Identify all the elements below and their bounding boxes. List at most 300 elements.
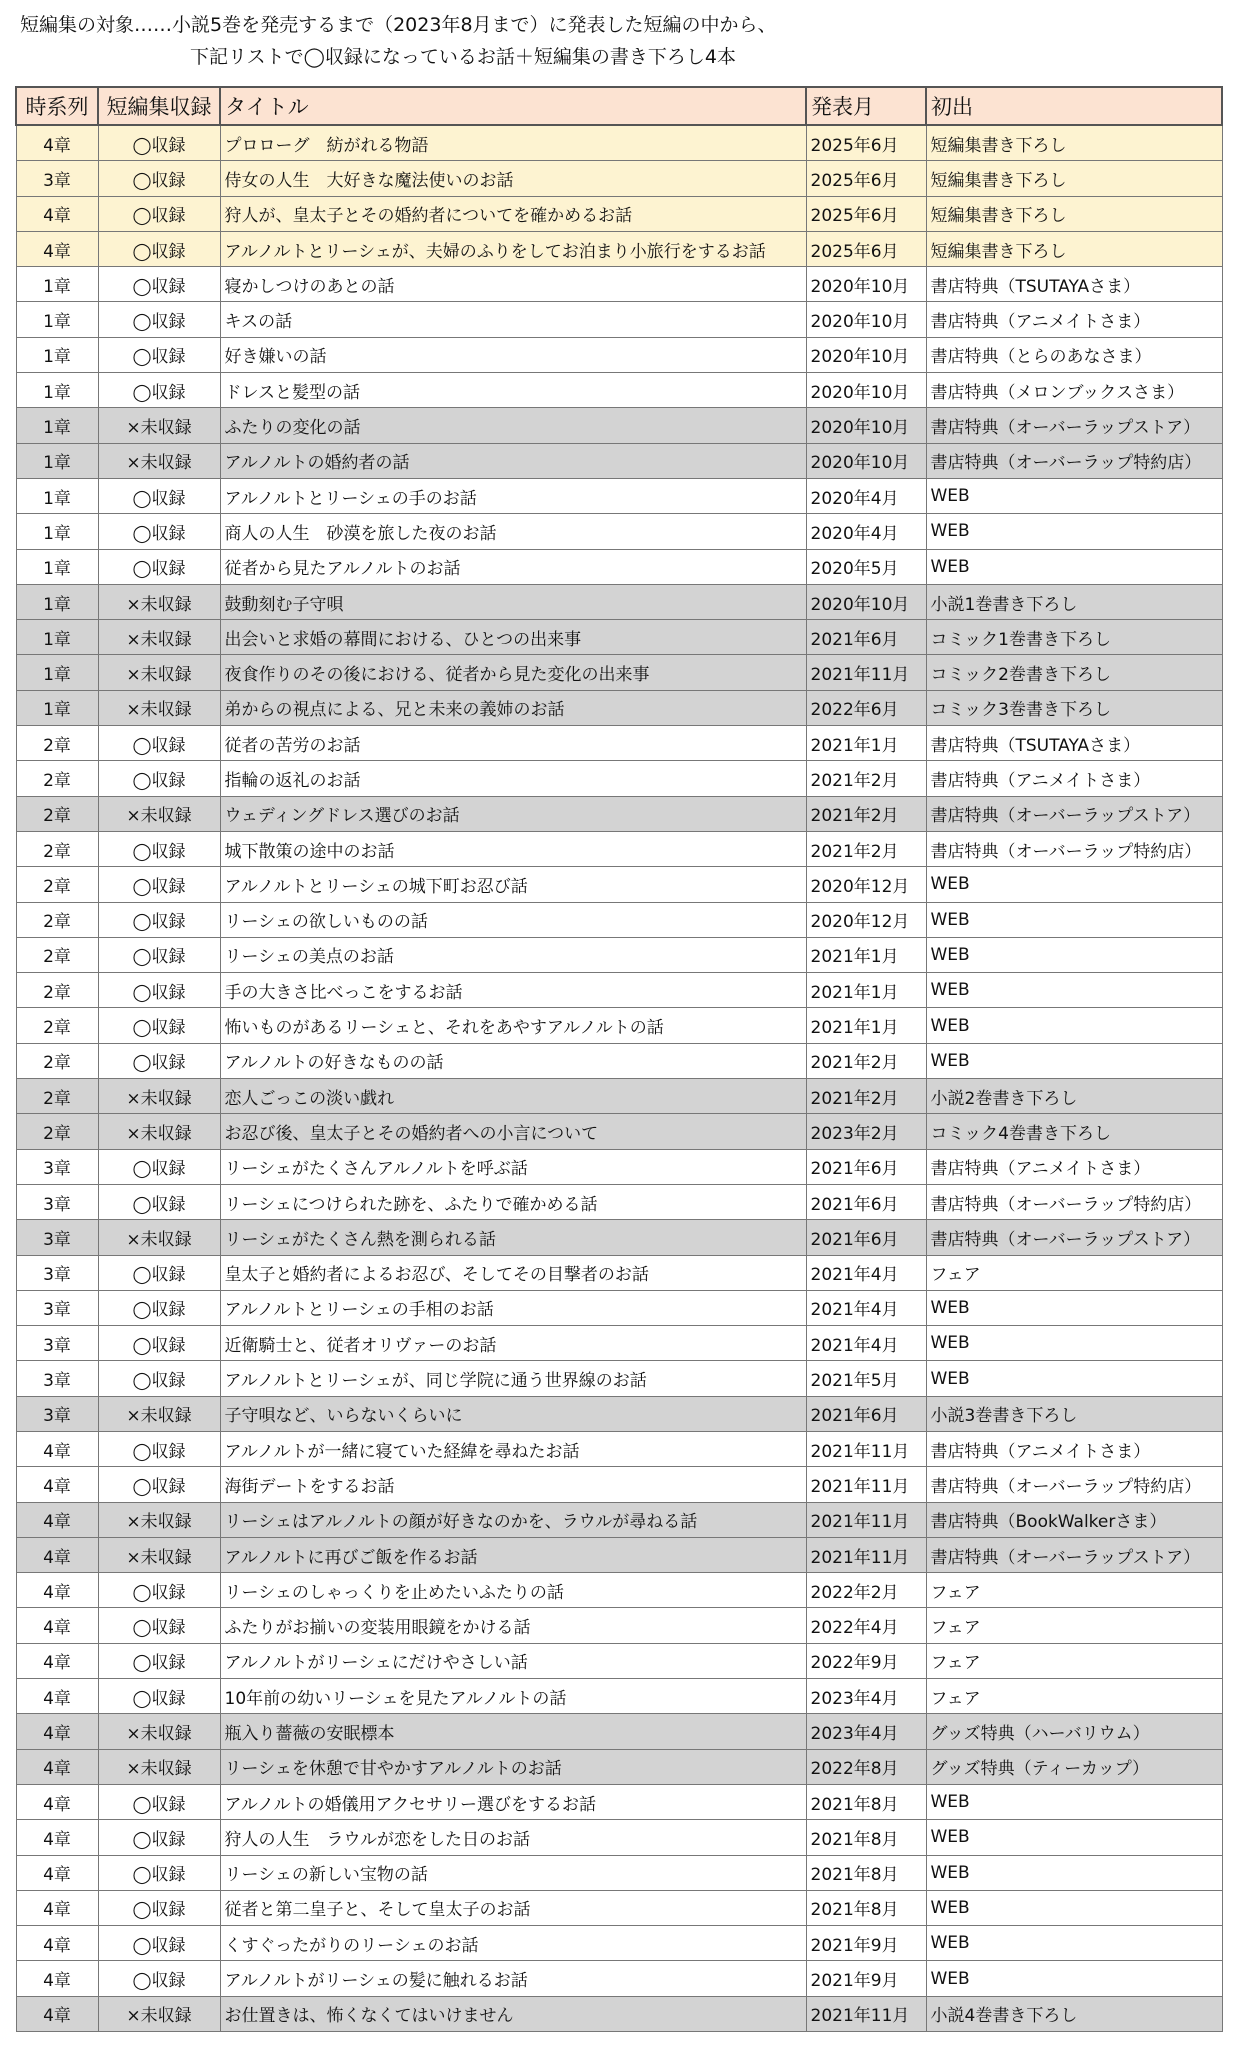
table-row [16,902,1222,937]
row-first-appearance: WEB [926,1820,1222,1855]
row-chronology: 2章 [16,796,98,831]
row-chronology: 4章 [16,1679,98,1714]
row-chronology: 2章 [16,1043,98,1078]
row-published-month: 2025年6月 [806,125,926,161]
row-first-appearance: 書店特典（オーバーラップ特約店） [926,443,1222,478]
table-row [16,161,1222,196]
row-first-appearance: 書店特典（オーバーラップ特約店） [926,1184,1222,1219]
row-published-month: 2020年10月 [806,267,926,302]
row-title: 出会いと求婚の幕間における、ひとつの出来事 [220,620,806,655]
table-row [16,1431,1222,1466]
table-row [16,1643,1222,1678]
row-first-appearance: コミック4巻書き下ろし [926,1114,1222,1149]
row-first-appearance: コミック3巻書き下ろし [926,690,1222,725]
row-title: 海街デートをするお話 [220,1467,806,1502]
row-first-appearance: WEB [926,937,1222,972]
table-row [16,302,1222,337]
table-row [16,514,1222,549]
row-inclusion: ×未収録 [98,443,220,478]
row-inclusion: ×未収録 [98,1502,220,1537]
table-row [16,937,1222,972]
row-published-month: 2021年6月 [806,1396,926,1431]
table-row [16,1326,1222,1361]
row-inclusion: ×未収録 [98,1114,220,1149]
table-row [16,231,1222,266]
table-row [16,796,1222,831]
row-first-appearance: 書店特典（オーバーラップストア） [926,796,1222,831]
row-published-month: 2021年5月 [806,1361,926,1396]
row-first-appearance: WEB [926,1008,1222,1043]
intro-line-2: 下記リストで◯収録になっているお話＋短編集の書き下ろし4本 [190,46,736,68]
row-published-month: 2021年11月 [806,1467,926,1502]
row-published-month: 2020年12月 [806,902,926,937]
row-published-month: 2020年10月 [806,584,926,619]
row-first-appearance: 書店特典（オーバーラップストア） [926,1537,1222,1572]
row-first-appearance: 書店特典（TSUTAYAさま） [926,726,1222,761]
row-title: リーシェの欲しいものの話 [220,902,806,937]
row-title: 商人の人生 砂漠を旅した夜のお話 [220,514,806,549]
row-title: 寝かしつけのあとの話 [220,267,806,302]
row-first-appearance: コミック2巻書き下ろし [926,655,1222,690]
row-inclusion: ◯収録 [98,937,220,972]
row-inclusion: ◯収録 [98,337,220,372]
row-first-appearance: 書店特典（アニメイトさま） [926,302,1222,337]
row-first-appearance: 書店特典（アニメイトさま） [926,761,1222,796]
table-row [16,1502,1222,1537]
row-first-appearance: 短編集書き下ろし [926,196,1222,231]
row-title: リーシェを休憩で甘やかすアルノルトのお話 [220,1749,806,1784]
table-row [16,443,1222,478]
row-chronology: 4章 [16,1784,98,1819]
row-published-month: 2021年8月 [806,1784,926,1819]
table-row [16,1361,1222,1396]
row-title: ふたりがお揃いの変装用眼鏡をかける話 [220,1608,806,1643]
row-first-appearance: WEB [926,514,1222,549]
row-inclusion: ◯収録 [98,761,220,796]
row-first-appearance: WEB [926,1855,1222,1890]
table-row [16,761,1222,796]
row-title: お仕置きは、怖くなくてはいけません [220,1996,806,2031]
row-first-appearance: 書店特典（オーバーラップ特約店） [926,1467,1222,1502]
row-chronology: 4章 [16,1714,98,1749]
row-first-appearance: グッズ特典（ハーバリウム） [926,1714,1222,1749]
row-published-month: 2022年9月 [806,1643,926,1678]
row-inclusion: ×未収録 [98,1749,220,1784]
row-chronology: 2章 [16,973,98,1008]
row-title: キスの話 [220,302,806,337]
row-published-month: 2020年10月 [806,373,926,408]
row-first-appearance: フェア [926,1679,1222,1714]
row-published-month: 2020年10月 [806,302,926,337]
row-inclusion: ◯収録 [98,1855,220,1890]
table-row [16,584,1222,619]
row-published-month: 2025年6月 [806,161,926,196]
row-chronology: 2章 [16,726,98,761]
row-title: リーシェがたくさん熱を測られる話 [220,1220,806,1255]
row-first-appearance: 短編集書き下ろし [926,231,1222,266]
row-title: プロローグ 紡がれる物語 [220,125,806,161]
table-row [16,1008,1222,1043]
row-title: アルノルトがリーシェにだけやさしい話 [220,1643,806,1678]
table-row [16,337,1222,372]
table-body [16,125,1222,2032]
row-chronology: 1章 [16,408,98,443]
row-inclusion: ◯収録 [98,973,220,1008]
row-title: ドレスと髪型の話 [220,373,806,408]
row-title: くすぐったがりのリーシェのお話 [220,1926,806,1961]
table-row [16,1890,1222,1925]
row-published-month: 2022年4月 [806,1608,926,1643]
row-published-month: 2023年4月 [806,1679,926,1714]
row-chronology: 1章 [16,302,98,337]
header-chronology: 時系列 [16,87,98,125]
table-row [16,549,1222,584]
row-chronology: 1章 [16,373,98,408]
row-chronology: 2章 [16,761,98,796]
row-inclusion: ×未収録 [98,1396,220,1431]
row-inclusion: ◯収録 [98,1890,220,1925]
intro-line-1: 短編集の対象……小説5巻を発売するまで（2023年8月まで）に発表した短編の中から、 [20,14,777,36]
table-row [16,1290,1222,1325]
row-title: アルノルトとリーシェが、同じ学院に通う世界線のお話 [220,1361,806,1396]
row-inclusion: ◯収録 [98,161,220,196]
row-published-month: 2021年6月 [806,1184,926,1219]
table-row [16,1608,1222,1643]
row-published-month: 2021年8月 [806,1855,926,1890]
row-first-appearance: フェア [926,1608,1222,1643]
row-title: アルノルトがリーシェの髪に触れるお話 [220,1961,806,1996]
table-row [16,1537,1222,1572]
row-chronology: 2章 [16,1079,98,1114]
row-inclusion: ◯収録 [98,1255,220,1290]
row-inclusion: ×未収録 [98,796,220,831]
table-row [16,1184,1222,1219]
row-title: アルノルトの好きなものの話 [220,1043,806,1078]
table-row [16,1820,1222,1855]
table-row [16,1749,1222,1784]
row-chronology: 1章 [16,337,98,372]
row-inclusion: ◯収録 [98,1643,220,1678]
row-published-month: 2021年9月 [806,1961,926,1996]
row-title: 子守唄など、いらないくらいに [220,1396,806,1431]
row-first-appearance: 小説2巻書き下ろし [926,1079,1222,1114]
table-row [16,1855,1222,1890]
row-inclusion: ×未収録 [98,1996,220,2031]
row-chronology: 4章 [16,1926,98,1961]
row-first-appearance: WEB [926,478,1222,513]
row-first-appearance: 小説4巻書き下ろし [926,1996,1222,2031]
row-inclusion: ◯収録 [98,1326,220,1361]
row-first-appearance: WEB [926,1926,1222,1961]
row-inclusion: ×未収録 [98,690,220,725]
row-title: 好き嫌いの話 [220,337,806,372]
row-inclusion: ◯収録 [98,1820,220,1855]
row-inclusion: ×未収録 [98,584,220,619]
row-published-month: 2023年2月 [806,1114,926,1149]
table-row [16,1996,1222,2031]
row-title: 従者の苦労のお話 [220,726,806,761]
row-inclusion: ◯収録 [98,1008,220,1043]
row-title: アルノルトとリーシェの手のお話 [220,478,806,513]
row-chronology: 1章 [16,690,98,725]
row-chronology: 3章 [16,1220,98,1255]
row-published-month: 2020年4月 [806,514,926,549]
header-inclusion: 短編集収録 [98,87,220,125]
row-title: 狩人が、皇太子とその婚約者についてを確かめるお話 [220,196,806,231]
table-row [16,1079,1222,1114]
table-row [16,973,1222,1008]
row-chronology: 3章 [16,1255,98,1290]
row-inclusion: ◯収録 [98,1961,220,1996]
row-chronology: 1章 [16,514,98,549]
table-row [16,373,1222,408]
row-published-month: 2021年8月 [806,1820,926,1855]
row-inclusion: ◯収録 [98,231,220,266]
row-first-appearance: 書店特典（BookWalkerさま） [926,1502,1222,1537]
header-first-appearance: 初出 [926,87,1222,125]
row-chronology: 4章 [16,1890,98,1925]
row-first-appearance: 書店特典（TSUTAYAさま） [926,267,1222,302]
row-inclusion: ◯収録 [98,549,220,584]
row-inclusion: ×未収録 [98,1714,220,1749]
row-chronology: 2章 [16,902,98,937]
row-chronology: 2章 [16,831,98,866]
row-inclusion: ◯収録 [98,867,220,902]
table-row [16,1467,1222,1502]
row-first-appearance: WEB [926,1961,1222,1996]
row-first-appearance: 書店特典（とらのあなさま） [926,337,1222,372]
header-published-month: 発表月 [806,87,926,125]
row-inclusion: ◯収録 [98,1573,220,1608]
table-header [16,87,1222,125]
row-inclusion: ◯収録 [98,902,220,937]
row-inclusion: ◯収録 [98,1679,220,1714]
row-published-month: 2021年4月 [806,1255,926,1290]
table-row [16,1396,1222,1431]
row-chronology: 4章 [16,1961,98,1996]
row-title: お忍び後、皇太子とその婚約者への小言について [220,1114,806,1149]
row-inclusion: ×未収録 [98,1079,220,1114]
table-row [16,1114,1222,1149]
row-published-month: 2021年1月 [806,726,926,761]
row-first-appearance: フェア [926,1643,1222,1678]
table-row [16,1043,1222,1078]
row-first-appearance: WEB [926,867,1222,902]
row-first-appearance: フェア [926,1573,1222,1608]
row-first-appearance: コミック1巻書き下ろし [926,620,1222,655]
row-chronology: 3章 [16,1326,98,1361]
row-title: ふたりの変化の話 [220,408,806,443]
row-published-month: 2020年10月 [806,408,926,443]
table-row [16,196,1222,231]
row-first-appearance: WEB [926,549,1222,584]
row-inclusion: ×未収録 [98,1220,220,1255]
row-title: リーシェのしゃっくりを止めたいふたりの話 [220,1573,806,1608]
row-first-appearance: 短編集書き下ろし [926,161,1222,196]
row-title: 狩人の人生 ラウルが恋をした日のお話 [220,1820,806,1855]
row-chronology: 4章 [16,196,98,231]
row-published-month: 2022年6月 [806,690,926,725]
row-chronology: 4章 [16,231,98,266]
row-published-month: 2021年2月 [806,1043,926,1078]
row-inclusion: ◯収録 [98,1290,220,1325]
row-chronology: 1章 [16,655,98,690]
table-row [16,267,1222,302]
row-published-month: 2021年11月 [806,1996,926,2031]
table-row [16,1220,1222,1255]
row-published-month: 2020年12月 [806,867,926,902]
row-title: アルノルトの婚約者の話 [220,443,806,478]
row-chronology: 3章 [16,1149,98,1184]
table-row [16,1714,1222,1749]
row-published-month: 2021年9月 [806,1926,926,1961]
row-title: アルノルトとリーシェが、夫婦のふりをしてお泊まり小旅行をするお話 [220,231,806,266]
row-published-month: 2022年8月 [806,1749,926,1784]
row-chronology: 2章 [16,1008,98,1043]
row-title: 恋人ごっこの淡い戯れ [220,1079,806,1114]
row-first-appearance: フェア [926,1255,1222,1290]
row-first-appearance: 書店特典（オーバーラップストア） [926,408,1222,443]
row-title: 指輪の返礼のお話 [220,761,806,796]
row-first-appearance: WEB [926,1361,1222,1396]
row-published-month: 2021年4月 [806,1326,926,1361]
row-chronology: 4章 [16,1502,98,1537]
row-inclusion: ×未収録 [98,1537,220,1572]
row-chronology: 4章 [16,1820,98,1855]
row-first-appearance: 小説3巻書き下ろし [926,1396,1222,1431]
row-inclusion: ◯収録 [98,125,220,161]
row-title: アルノルトが一緒に寝ていた経緯を尋ねたお話 [220,1431,806,1466]
row-published-month: 2021年11月 [806,1537,926,1572]
row-chronology: 4章 [16,1749,98,1784]
row-title: 夜食作りのその後における、従者から見た変化の出来事 [220,655,806,690]
row-title: 城下散策の途中のお話 [220,831,806,866]
row-title: 手の大きさ比べっこをするお話 [220,973,806,1008]
row-title: リーシェはアルノルトの顔が好きなのかを、ラウルが尋ねる話 [220,1502,806,1537]
row-chronology: 4章 [16,1467,98,1502]
table-row [16,125,1222,161]
header-row [16,87,1222,125]
row-first-appearance: 書店特典（オーバーラップストア） [926,1220,1222,1255]
row-inclusion: ◯収録 [98,1467,220,1502]
row-title: アルノルトとリーシェの手相のお話 [220,1290,806,1325]
row-published-month: 2021年6月 [806,1149,926,1184]
row-chronology: 4章 [16,125,98,161]
row-published-month: 2025年6月 [806,196,926,231]
row-first-appearance: WEB [926,1890,1222,1925]
row-title: 侍女の人生 大好きな魔法使いのお話 [220,161,806,196]
table-row [16,1255,1222,1290]
row-title: 皇太子と婚約者によるお忍び、そしてその目撃者のお話 [220,1255,806,1290]
row-inclusion: ◯収録 [98,1608,220,1643]
table-row [16,655,1222,690]
table-row [16,726,1222,761]
row-chronology: 4章 [16,1537,98,1572]
table-row [16,831,1222,866]
row-title: 弟からの視点による、兄と未来の義姉のお話 [220,690,806,725]
row-inclusion: ◯収録 [98,831,220,866]
row-title: 鼓動刻む子守唄 [220,584,806,619]
table-row [16,620,1222,655]
row-chronology: 2章 [16,1114,98,1149]
table-row [16,1679,1222,1714]
row-chronology: 1章 [16,478,98,513]
row-chronology: 3章 [16,1396,98,1431]
row-inclusion: ◯収録 [98,726,220,761]
row-inclusion: ◯収録 [98,1184,220,1219]
row-inclusion: ◯収録 [98,267,220,302]
row-inclusion: ◯収録 [98,302,220,337]
row-chronology: 1章 [16,267,98,302]
row-chronology: 4章 [16,1608,98,1643]
row-published-month: 2021年8月 [806,1890,926,1925]
row-published-month: 2021年2月 [806,761,926,796]
table-row [16,1784,1222,1819]
row-title: リーシェがたくさんアルノルトを呼ぶ話 [220,1149,806,1184]
row-published-month: 2021年11月 [806,655,926,690]
row-chronology: 1章 [16,584,98,619]
row-chronology: 4章 [16,1996,98,2031]
row-chronology: 4章 [16,1855,98,1890]
row-title: アルノルトに再びご飯を作るお話 [220,1537,806,1572]
row-title: リーシェの新しい宝物の話 [220,1855,806,1890]
row-published-month: 2021年6月 [806,1220,926,1255]
table-row [16,1573,1222,1608]
row-inclusion: ◯収録 [98,1784,220,1819]
row-inclusion: ◯収録 [98,1361,220,1396]
row-chronology: 3章 [16,1184,98,1219]
table-row [16,478,1222,513]
row-first-appearance: 短編集書き下ろし [926,125,1222,161]
row-inclusion: ◯収録 [98,1926,220,1961]
table-row [16,408,1222,443]
row-chronology: 4章 [16,1431,98,1466]
row-title: アルノルトの婚儀用アクセサリー選びをするお話 [220,1784,806,1819]
row-chronology: 1章 [16,620,98,655]
row-published-month: 2021年6月 [806,620,926,655]
row-title: アルノルトとリーシェの城下町お忍び話 [220,867,806,902]
row-published-month: 2021年2月 [806,831,926,866]
row-inclusion: ◯収録 [98,196,220,231]
row-published-month: 2020年10月 [806,337,926,372]
row-title: 瓶入り薔薇の安眠標本 [220,1714,806,1749]
row-first-appearance: 小説1巻書き下ろし [926,584,1222,619]
row-published-month: 2020年4月 [806,478,926,513]
row-title: 従者と第二皇子と、そして皇太子のお話 [220,1890,806,1925]
table-row [16,1926,1222,1961]
row-inclusion: ×未収録 [98,620,220,655]
row-published-month: 2021年1月 [806,937,926,972]
row-inclusion: ◯収録 [98,478,220,513]
table-row [16,1149,1222,1184]
row-inclusion: ◯収録 [98,1043,220,1078]
row-first-appearance: WEB [926,1784,1222,1819]
row-published-month: 2022年2月 [806,1573,926,1608]
row-published-month: 2021年2月 [806,796,926,831]
row-inclusion: ×未収録 [98,655,220,690]
row-title: リーシェの美点のお話 [220,937,806,972]
row-first-appearance: WEB [926,1043,1222,1078]
table-row [16,690,1222,725]
row-first-appearance: グッズ特典（ティーカップ） [926,1749,1222,1784]
row-inclusion: ◯収録 [98,1431,220,1466]
table-row [16,1961,1222,1996]
row-inclusion: ×未収録 [98,408,220,443]
row-published-month: 2023年4月 [806,1714,926,1749]
row-chronology: 2章 [16,867,98,902]
row-published-month: 2020年5月 [806,549,926,584]
row-inclusion: ◯収録 [98,514,220,549]
